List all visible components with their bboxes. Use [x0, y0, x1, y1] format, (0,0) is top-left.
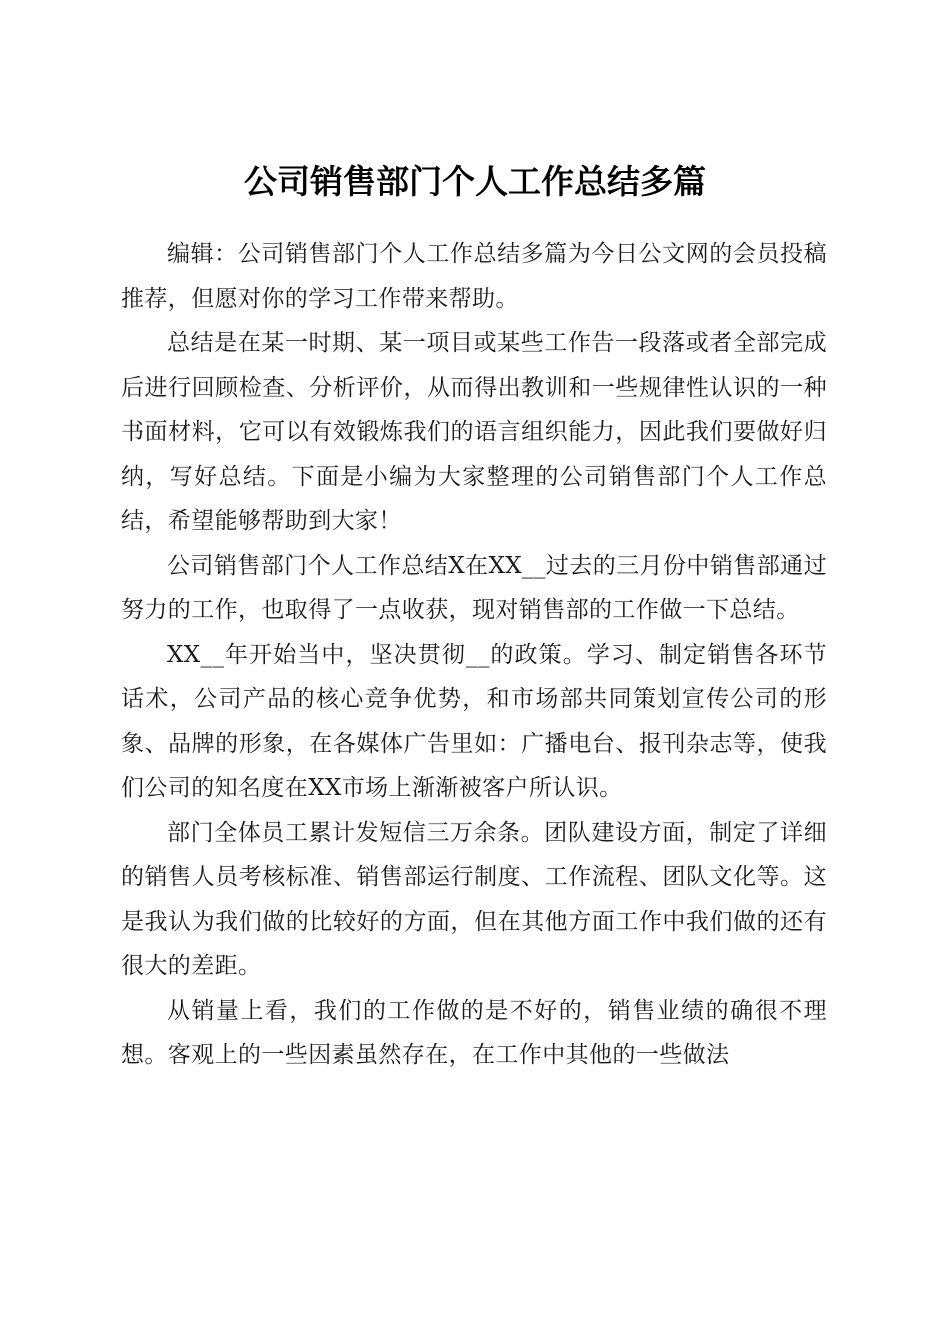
paragraph-sales-volume: 从销量上看，我们的工作做的是不好的，销售业绩的确很不理想。客观上的一些因素虽然存在，在工作中其他的一些做法 [121, 997, 827, 1068]
paragraph-march-review: 公司销售部门个人工作总结X在XX__过去的三月份中销售部通过努力的工作，也取得了一点收获，现对销售部的工作做一下总结。 [121, 552, 827, 623]
paragraph-editor-note: 编辑：公司销售部门个人工作总结多篇为今日公文网的会员投稿推荐，但愿对你的学习工作带来帮助。 [121, 241, 827, 312]
paragraph-policy-promotion: XX__年开始当中，坚决贯彻__的政策。学习、制定销售各环节话术，公司产品的核心竞争优势，和市场部共同策划宣传公司的形象、品牌的形象，在各媒体广告里如：广播电台、报刊杂志等，使我们公司的知名度在XX市场上渐渐被客户所认识。 [121, 641, 827, 801]
paragraph-summary-definition: 总结是在某一时期、某一项目或某些工作告一段落或者全部完成后进行回顾检查、分析评价，从而得出教训和一些规律性认识的一种书面材料，它可以有效锻炼我们的语言组织能力，因此我们要做好归纳，写好总结。下面是小编为大家整理的公司销售部门个人工作总结，希望能够帮助到大家！ [121, 330, 827, 534]
paragraph-team-building: 部门全体员工累计发短信三万余条。团队建设方面，制定了详细的销售人员考核标准、销售部运行制度、工作流程、团队文化等。这是我认为我们做的比较好的方面，但在其他方面工作中我们做的还有很大的差距。 [121, 819, 827, 979]
document-body [121, 232, 827, 1078]
document-title: 公司销售部门个人工作总结多篇 [244, 162, 706, 202]
